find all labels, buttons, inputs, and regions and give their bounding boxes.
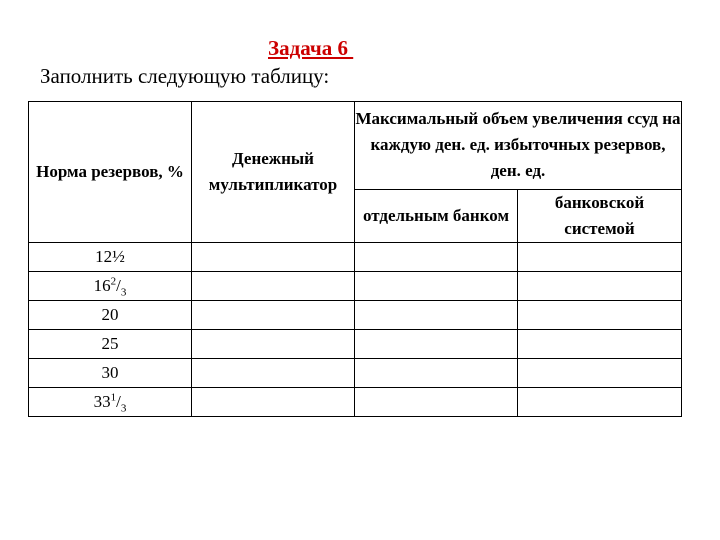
reserve-rate-cell bbox=[29, 388, 192, 417]
header-money-multiplier bbox=[192, 102, 355, 243]
table-row bbox=[29, 388, 682, 417]
reserve-rate-value: 25 bbox=[101, 334, 119, 353]
reserve-rate-value: 33 bbox=[93, 392, 111, 411]
table-row bbox=[29, 243, 682, 272]
reserve-table bbox=[28, 101, 682, 417]
banking-system-cell[interactable] bbox=[518, 243, 682, 272]
money-multiplier-cell[interactable] bbox=[192, 243, 355, 272]
reserve-rate-cell bbox=[29, 359, 192, 388]
task-title: Задача 6 bbox=[268, 36, 354, 60]
reserve-rate-value: 20 bbox=[101, 305, 119, 324]
header-money-multiplier-label: Денежный мультипликатор bbox=[208, 149, 338, 194]
money-multiplier-cell[interactable] bbox=[192, 359, 355, 388]
individual-bank-cell[interactable] bbox=[355, 388, 518, 417]
fraction-slash: / bbox=[116, 276, 121, 295]
fraction-slash: / bbox=[116, 392, 121, 411]
header-max-loan-increase bbox=[355, 102, 682, 190]
banking-system-cell[interactable] bbox=[518, 359, 682, 388]
reserve-rate-cell bbox=[29, 301, 192, 330]
header-banking-system bbox=[518, 189, 682, 242]
reserve-rate-value: 12½ bbox=[95, 247, 125, 266]
reserve-rate-value: 16 bbox=[93, 276, 111, 295]
money-multiplier-cell[interactable] bbox=[192, 388, 355, 417]
header-individual-bank-label: отдельным банком bbox=[362, 205, 510, 225]
header-reserve-rate-label: Норма резервов, % bbox=[36, 162, 184, 181]
individual-bank-cell[interactable] bbox=[355, 243, 518, 272]
table-row bbox=[29, 301, 682, 330]
reserve-rate-value: 30 bbox=[101, 363, 119, 382]
banking-system-cell[interactable] bbox=[518, 272, 682, 301]
reserve-rate-cell bbox=[29, 330, 192, 359]
money-multiplier-cell[interactable] bbox=[192, 272, 355, 301]
money-multiplier-cell[interactable] bbox=[192, 301, 355, 330]
individual-bank-cell[interactable] bbox=[355, 359, 518, 388]
fraction-denominator: 3 bbox=[120, 286, 127, 299]
fraction-numerator: 1 bbox=[110, 391, 117, 404]
fraction-numerator: 2 bbox=[110, 275, 117, 288]
header-individual-bank bbox=[355, 189, 518, 242]
individual-bank-cell[interactable] bbox=[355, 272, 518, 301]
header-banking-system-label: банковской системой bbox=[554, 192, 645, 238]
table-row bbox=[29, 359, 682, 388]
banking-system-cell[interactable] bbox=[518, 388, 682, 417]
banking-system-cell[interactable] bbox=[518, 301, 682, 330]
fraction-denominator: 3 bbox=[120, 402, 127, 415]
table-row bbox=[29, 272, 682, 301]
banking-system-cell[interactable] bbox=[518, 330, 682, 359]
reserve-rate-cell bbox=[29, 272, 192, 301]
task-instruction: Заполнить следующую таблицу: bbox=[40, 64, 330, 88]
header-max-loan-increase-label: Максимальный объем увеличения ссуд на каждую ден. ед. избыточных резервов, ден. ед. bbox=[355, 109, 681, 181]
header-reserve-rate bbox=[29, 102, 192, 243]
money-multiplier-cell[interactable] bbox=[192, 330, 355, 359]
reserve-rate-cell bbox=[29, 243, 192, 272]
individual-bank-cell[interactable] bbox=[355, 330, 518, 359]
individual-bank-cell[interactable] bbox=[355, 301, 518, 330]
table-row bbox=[29, 330, 682, 359]
